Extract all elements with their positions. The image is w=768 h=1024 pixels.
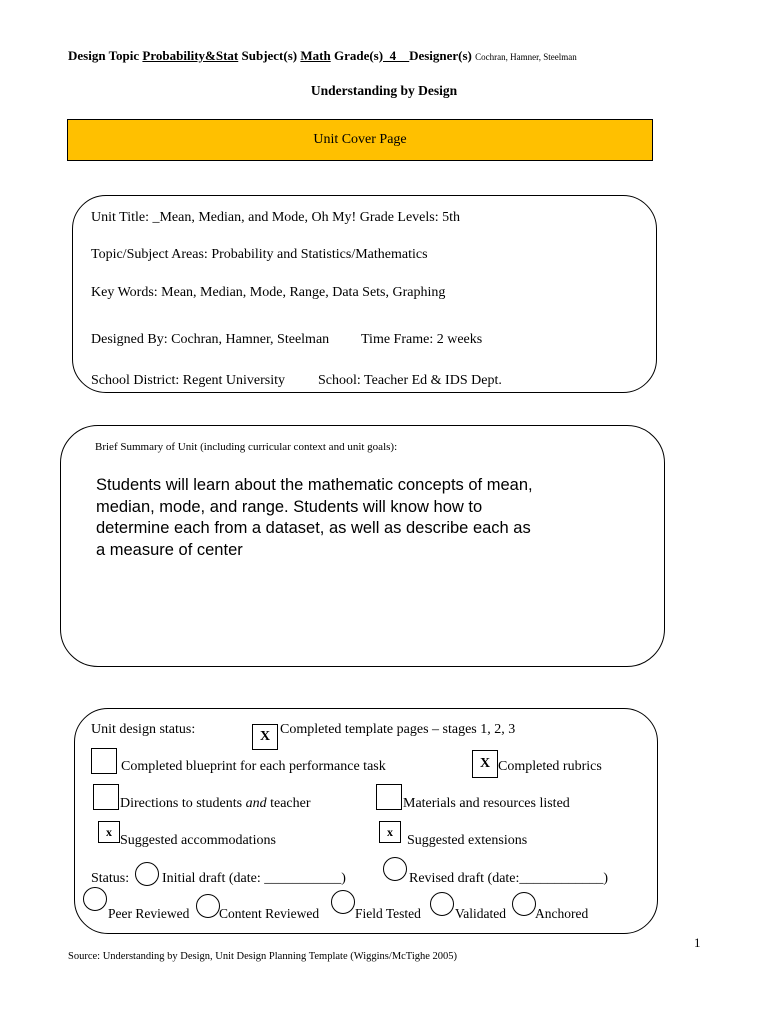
radio-peer-reviewed[interactable]: [83, 887, 107, 911]
completed-template-label: Completed template pages – stages 1, 2, 3: [280, 722, 516, 737]
directions-label: Directions to students and teacher: [120, 796, 311, 811]
peer-reviewed-label: Peer Reviewed: [108, 906, 190, 921]
completed-blueprint-label: Completed blueprint for each performance task: [121, 759, 386, 774]
designers-label: Designer(s): [409, 48, 472, 63]
unit-cover-page-banner: [67, 119, 653, 161]
radio-anchored[interactable]: [512, 892, 536, 916]
design-topic-label: Design Topic: [68, 48, 140, 63]
checkbox-completed-blueprint[interactable]: [91, 748, 117, 774]
checkbox-directions[interactable]: [93, 784, 119, 810]
validated-label: Validated: [455, 906, 506, 921]
anchored-label: Anchored: [535, 906, 589, 921]
accommodations-label: Suggested accommodations: [120, 833, 276, 848]
unit-design-status-label: Unit design status:: [91, 722, 196, 737]
checkbox-completed-rubrics[interactable]: X: [472, 750, 498, 778]
checkbox-extensions[interactable]: x: [379, 821, 401, 843]
extensions-label: Suggested extensions: [407, 833, 528, 848]
subject-value: Math: [300, 48, 331, 63]
keywords-line: Key Words: Mean, Median, Mode, Range, Data Sets, Graphing: [91, 285, 446, 300]
radio-field-tested[interactable]: [331, 890, 355, 914]
grade-value: _4__: [383, 48, 410, 63]
unit-cover-page-label: Unit Cover Page: [313, 132, 407, 147]
revised-draft-label: Revised draft (date:____________): [409, 871, 609, 886]
initial-draft-label: Initial draft (date: ___________): [162, 871, 346, 886]
status-label: Status:: [91, 871, 130, 886]
checkbox-accommodations[interactable]: x: [98, 821, 120, 843]
document-header: [68, 48, 577, 64]
district-line: School District: Regent University: [91, 373, 286, 388]
radio-validated[interactable]: [430, 892, 454, 916]
page-number: 1: [694, 935, 701, 950]
radio-revised-draft[interactable]: [383, 857, 407, 881]
grades-label: Grade(s): [333, 48, 384, 63]
source-footer: Source: Understanding by Design, Unit Design Planning Template (Wiggins/McTighe 2005): [68, 951, 458, 962]
materials-label: Materials and resources listed: [403, 796, 570, 811]
designed-by-line: Designed By: Cochran, Hamner, Steelman: [91, 332, 330, 347]
checkbox-materials[interactable]: [376, 784, 402, 810]
checkbox-completed-template[interactable]: X: [252, 724, 278, 750]
ubd-title: Understanding by Design: [310, 83, 458, 98]
subjects-label: Subject(s): [241, 48, 298, 63]
summary-text: Students will learn about the mathematic concepts of mean, median, mode, and range. Students will know how to determine each from a dataset, as well as describe each as a measure of center: [96, 476, 533, 559]
content-reviewed-label: Content Reviewed: [219, 906, 320, 921]
designers-value: Cochran, Hamner, Steelman: [475, 52, 577, 62]
completed-rubrics-label: Completed rubrics: [498, 759, 602, 774]
field-tested-label: Field Tested: [355, 906, 421, 921]
school-line: School: Teacher Ed & IDS Dept.: [318, 373, 502, 388]
design-topic-value: Probability&Stat: [142, 48, 239, 63]
time-frame-line: Time Frame: 2 weeks: [361, 332, 483, 347]
radio-initial-draft[interactable]: [135, 862, 159, 886]
radio-content-reviewed[interactable]: [196, 894, 220, 918]
topic-line: Topic/Subject Areas: Probability and Statistics/Mathematics: [91, 247, 428, 262]
unit-title-line: Unit Title: _Mean, Median, and Mode, Oh My! Grade Levels: 5th: [91, 210, 461, 225]
status-box: [74, 708, 658, 934]
summary-label: Brief Summary of Unit (including curricular context and unit goals):: [95, 441, 398, 453]
